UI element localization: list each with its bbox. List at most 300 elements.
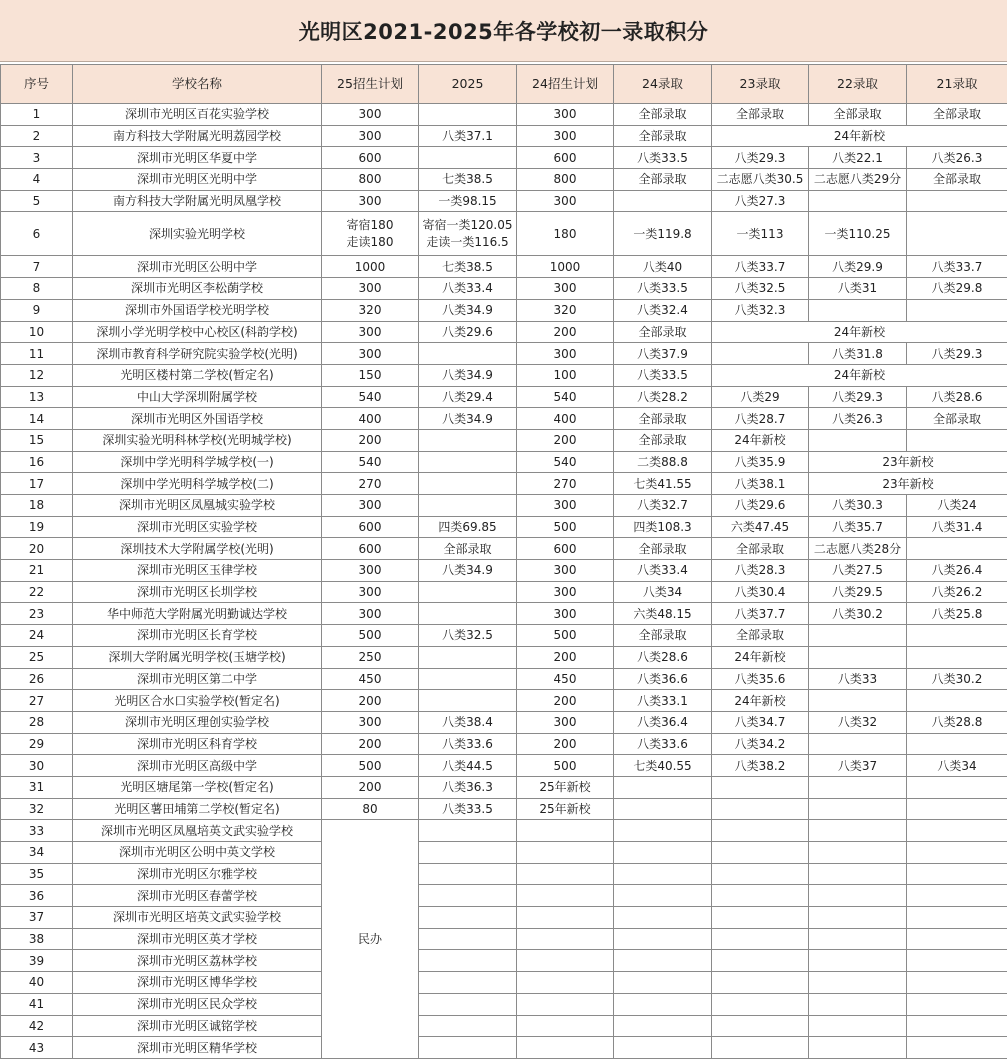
plan24: 400 xyxy=(517,408,614,430)
table-row xyxy=(1,625,1007,647)
score-21 xyxy=(907,212,1007,256)
plan25: 540 xyxy=(322,386,419,408)
school-name: 深圳市光明区公明中英文学校 xyxy=(73,842,322,864)
school-name: 深圳市光明区百花实验学校 xyxy=(73,104,322,126)
score-23: 八类32.3 xyxy=(712,299,809,321)
empty-cell xyxy=(809,928,907,950)
table-row xyxy=(1,798,1007,820)
merged-new-school: 23年新校 xyxy=(809,473,1007,495)
table-row xyxy=(1,711,1007,733)
plan25: 200 xyxy=(322,690,419,712)
table-row xyxy=(1,190,1007,212)
empty-cell xyxy=(419,1037,517,1059)
empty-cell xyxy=(907,885,1007,907)
score-2025 xyxy=(419,429,517,451)
plan25: 300 xyxy=(322,560,419,582)
plan25-day: 走读180 xyxy=(346,234,394,249)
plan25: 320 xyxy=(322,299,419,321)
plan24: 300 xyxy=(517,495,614,517)
score-21 xyxy=(907,429,1007,451)
score-22: 八类31 xyxy=(809,278,907,300)
empty-cell xyxy=(614,820,712,842)
empty-cell xyxy=(517,1037,614,1059)
score-23: 八类33.7 xyxy=(712,256,809,278)
empty-cell xyxy=(712,885,809,907)
plan25: 300 xyxy=(322,711,419,733)
score-21: 八类30.2 xyxy=(907,668,1007,690)
plan25: 80 xyxy=(322,798,419,820)
table-row xyxy=(1,169,1007,191)
plan25: 1000 xyxy=(322,256,419,278)
empty-cell xyxy=(809,950,907,972)
merged-new-school: 24年新校 xyxy=(712,125,1007,147)
score-22: 二志愿八类29分 xyxy=(809,169,907,191)
score-2025: 八类34.9 xyxy=(419,560,517,582)
table-row xyxy=(1,755,1007,777)
table-row xyxy=(1,343,1007,365)
plan24: 300 xyxy=(517,104,614,126)
score-2025 xyxy=(419,473,517,495)
table-row xyxy=(1,516,1007,538)
score-21: 八类25.8 xyxy=(907,603,1007,625)
plan25: 150 xyxy=(322,364,419,386)
empty-cell xyxy=(517,863,614,885)
plan24: 500 xyxy=(517,516,614,538)
score-2025 xyxy=(419,343,517,365)
score-24: 八类40 xyxy=(614,256,712,278)
row-number: 6 xyxy=(1,212,73,256)
score-22: 八类30.3 xyxy=(809,495,907,517)
school-name: 深圳市教育科学研究院实验学校(光明) xyxy=(73,343,322,365)
table-row xyxy=(1,950,1007,972)
plan24: 320 xyxy=(517,299,614,321)
plan24: 180 xyxy=(517,212,614,256)
score-2025: 八类37.1 xyxy=(419,125,517,147)
school-name: 光明区薯田埔第二学校(暂定名) xyxy=(73,798,322,820)
score-24: 一类119.8 xyxy=(614,212,712,256)
empty-cell xyxy=(419,842,517,864)
row-number: 25 xyxy=(1,646,73,668)
table-row xyxy=(1,256,1007,278)
empty-cell xyxy=(517,928,614,950)
score-22 xyxy=(809,733,907,755)
empty-cell xyxy=(614,863,712,885)
score-2025 xyxy=(419,451,517,473)
score-24 xyxy=(614,798,712,820)
table-row xyxy=(1,863,1007,885)
row-number: 17 xyxy=(1,473,73,495)
score-23: 24年新校 xyxy=(712,690,809,712)
row-number: 23 xyxy=(1,603,73,625)
score-21: 八类34 xyxy=(907,755,1007,777)
score-2025: 八类29.6 xyxy=(419,321,517,343)
score-2025 xyxy=(419,690,517,712)
row-number: 10 xyxy=(1,321,73,343)
score-24: 八类28.2 xyxy=(614,386,712,408)
school-name: 深圳市光明区凤凰城实验学校 xyxy=(73,495,322,517)
score-24: 八类28.6 xyxy=(614,646,712,668)
empty-cell xyxy=(907,1015,1007,1037)
plan24: 450 xyxy=(517,668,614,690)
score-24: 六类48.15 xyxy=(614,603,712,625)
score-23 xyxy=(712,798,809,820)
score-21: 全部录取 xyxy=(907,169,1007,191)
row-number: 5 xyxy=(1,190,73,212)
empty-cell xyxy=(907,928,1007,950)
score-2025: 八类33.6 xyxy=(419,733,517,755)
table-row xyxy=(1,776,1007,798)
school-name: 光明区合水口实验学校(暂定名) xyxy=(73,690,322,712)
score-24: 八类33.5 xyxy=(614,364,712,386)
score-22: 八类22.1 xyxy=(809,147,907,169)
table-row xyxy=(1,451,1007,473)
plan24: 25年新校 xyxy=(517,798,614,820)
score-21: 八类31.4 xyxy=(907,516,1007,538)
school-name: 深圳市光明区尔雅学校 xyxy=(73,863,322,885)
empty-cell xyxy=(809,885,907,907)
score2025-cell xyxy=(419,212,517,256)
table-row xyxy=(1,125,1007,147)
score-22: 八类35.7 xyxy=(809,516,907,538)
row-number: 11 xyxy=(1,343,73,365)
merged-new-school: 23年新校 xyxy=(809,451,1007,473)
score-21 xyxy=(907,646,1007,668)
plan24: 540 xyxy=(517,386,614,408)
score-21 xyxy=(907,538,1007,560)
header-row xyxy=(1,65,1007,104)
row-number: 24 xyxy=(1,625,73,647)
header-23: 23录取 xyxy=(712,65,809,104)
header-no: 序号 xyxy=(1,65,73,104)
score-22: 八类31.8 xyxy=(809,343,907,365)
empty-cell xyxy=(712,928,809,950)
school-name: 深圳市光明区精华学校 xyxy=(73,1037,322,1059)
score-24: 八类34 xyxy=(614,581,712,603)
plan25-boarding: 寄宿180 xyxy=(346,217,394,232)
merged-new-school: 24年新校 xyxy=(712,321,1007,343)
plan24: 540 xyxy=(517,451,614,473)
school-name: 深圳大学附属光明学校(玉塘学校) xyxy=(73,646,322,668)
table-row xyxy=(1,429,1007,451)
score-21: 八类28.8 xyxy=(907,711,1007,733)
score-2025 xyxy=(419,147,517,169)
plan25: 300 xyxy=(322,343,419,365)
header-24: 24录取 xyxy=(614,65,712,104)
school-name: 深圳市光明区英才学校 xyxy=(73,928,322,950)
score-23: 二志愿八类30.5 xyxy=(712,169,809,191)
plan24: 25年新校 xyxy=(517,776,614,798)
table-row xyxy=(1,321,1007,343)
plan24: 300 xyxy=(517,560,614,582)
plan24: 500 xyxy=(517,625,614,647)
empty-cell xyxy=(809,1015,907,1037)
school-name: 深圳市光明区培英文武实验学校 xyxy=(73,907,322,929)
score-22: 八类29.3 xyxy=(809,386,907,408)
score-24: 全部录取 xyxy=(614,429,712,451)
empty-cell xyxy=(614,842,712,864)
row-number: 7 xyxy=(1,256,73,278)
empty-cell xyxy=(809,1037,907,1059)
row-number: 16 xyxy=(1,451,73,473)
row-number: 20 xyxy=(1,538,73,560)
school-name: 深圳市光明区民众学校 xyxy=(73,993,322,1015)
row-number: 13 xyxy=(1,386,73,408)
page-title: 光明区2021-2025年各学校初一录取积分 xyxy=(298,19,709,44)
school-name: 深圳市光明区玉律学校 xyxy=(73,560,322,582)
empty-cell xyxy=(614,972,712,994)
plan24: 200 xyxy=(517,429,614,451)
school-name: 深圳实验光明学校 xyxy=(73,212,322,256)
empty-cell xyxy=(907,842,1007,864)
row-number: 39 xyxy=(1,950,73,972)
score-23 xyxy=(712,776,809,798)
plan25: 600 xyxy=(322,516,419,538)
table-row xyxy=(1,386,1007,408)
score-21 xyxy=(907,776,1007,798)
score-24: 七类40.55 xyxy=(614,755,712,777)
score-24: 八类33.5 xyxy=(614,278,712,300)
score-24: 八类37.9 xyxy=(614,343,712,365)
table-row xyxy=(1,104,1007,126)
empty-cell xyxy=(809,972,907,994)
score-23: 一类113 xyxy=(712,212,809,256)
empty-cell xyxy=(614,907,712,929)
empty-cell xyxy=(712,950,809,972)
score-2025: 八类29.4 xyxy=(419,386,517,408)
score-24: 全部录取 xyxy=(614,125,712,147)
score-22 xyxy=(809,776,907,798)
row-number: 3 xyxy=(1,147,73,169)
table-row xyxy=(1,1037,1007,1059)
header-2025: 2025 xyxy=(419,65,517,104)
score-23: 全部录取 xyxy=(712,104,809,126)
table-row xyxy=(1,972,1007,994)
score-2025: 八类34.9 xyxy=(419,299,517,321)
score-23: 八类34.7 xyxy=(712,711,809,733)
score-24: 全部录取 xyxy=(614,169,712,191)
score-24: 八类33.1 xyxy=(614,690,712,712)
row-number: 18 xyxy=(1,495,73,517)
score-23: 八类28.7 xyxy=(712,408,809,430)
score-23 xyxy=(712,343,809,365)
empty-cell xyxy=(712,993,809,1015)
plan24: 300 xyxy=(517,125,614,147)
score-24: 四类108.3 xyxy=(614,516,712,538)
score-23: 八类37.7 xyxy=(712,603,809,625)
header-plan25: 25招生计划 xyxy=(322,65,419,104)
row-number: 21 xyxy=(1,560,73,582)
score-2025 xyxy=(419,646,517,668)
row-number: 37 xyxy=(1,907,73,929)
score-23: 八类28.3 xyxy=(712,560,809,582)
plan25: 400 xyxy=(322,408,419,430)
score-24: 全部录取 xyxy=(614,104,712,126)
school-name: 深圳市光明区荔林学校 xyxy=(73,950,322,972)
empty-cell xyxy=(712,863,809,885)
plan25: 300 xyxy=(322,190,419,212)
score-2025: 八类34.9 xyxy=(419,364,517,386)
score-2025: 八类33.4 xyxy=(419,278,517,300)
row-number: 12 xyxy=(1,364,73,386)
score2025-day: 走读一类116.5 xyxy=(426,234,509,249)
score-24: 二类88.8 xyxy=(614,451,712,473)
score-22 xyxy=(809,798,907,820)
row-number: 32 xyxy=(1,798,73,820)
score-24: 八类33.4 xyxy=(614,560,712,582)
plan24: 200 xyxy=(517,321,614,343)
row-number: 40 xyxy=(1,972,73,994)
plan25: 300 xyxy=(322,278,419,300)
empty-cell xyxy=(809,863,907,885)
school-name: 南方科技大学附属光明荔园学校 xyxy=(73,125,322,147)
plan24: 500 xyxy=(517,755,614,777)
empty-cell xyxy=(419,972,517,994)
table-row xyxy=(1,212,1007,256)
empty-cell xyxy=(809,993,907,1015)
row-number: 1 xyxy=(1,104,73,126)
score-22: 八类29.5 xyxy=(809,581,907,603)
score-23: 24年新校 xyxy=(712,646,809,668)
score-22: 八类32 xyxy=(809,711,907,733)
score-2025: 一类98.15 xyxy=(419,190,517,212)
score-23: 八类29.6 xyxy=(712,495,809,517)
score-2025: 八类44.5 xyxy=(419,755,517,777)
table-row xyxy=(1,733,1007,755)
score-22: 八类27.5 xyxy=(809,560,907,582)
score-21 xyxy=(907,733,1007,755)
row-number: 38 xyxy=(1,928,73,950)
row-number: 27 xyxy=(1,690,73,712)
score-21: 全部录取 xyxy=(907,408,1007,430)
school-name: 深圳市光明区长育学校 xyxy=(73,625,322,647)
score2025-boarding: 寄宿一类120.05 xyxy=(422,217,513,232)
score-21: 八类28.6 xyxy=(907,386,1007,408)
empty-cell xyxy=(712,820,809,842)
plan25: 540 xyxy=(322,451,419,473)
empty-cell xyxy=(712,842,809,864)
empty-cell xyxy=(712,972,809,994)
row-number: 2 xyxy=(1,125,73,147)
empty-cell xyxy=(419,907,517,929)
table-row xyxy=(1,603,1007,625)
table-row xyxy=(1,842,1007,864)
empty-cell xyxy=(517,993,614,1015)
score-21: 八类29.3 xyxy=(907,343,1007,365)
score-2025: 八类36.3 xyxy=(419,776,517,798)
table-row xyxy=(1,928,1007,950)
merged-new-school: 24年新校 xyxy=(712,364,1007,386)
plan24: 800 xyxy=(517,169,614,191)
score-22: 二志愿八类28分 xyxy=(809,538,907,560)
plan25: 270 xyxy=(322,473,419,495)
plan24: 1000 xyxy=(517,256,614,278)
row-number: 30 xyxy=(1,755,73,777)
row-number: 28 xyxy=(1,711,73,733)
row-number: 42 xyxy=(1,1015,73,1037)
school-name: 南方科技大学附属光明凤凰学校 xyxy=(73,190,322,212)
plan24: 300 xyxy=(517,343,614,365)
score-2025 xyxy=(419,104,517,126)
table-row xyxy=(1,473,1007,495)
empty-cell xyxy=(809,842,907,864)
table-row xyxy=(1,364,1007,386)
plan25: 500 xyxy=(322,755,419,777)
score-2025 xyxy=(419,603,517,625)
score-23: 八类38.1 xyxy=(712,473,809,495)
plan25: 300 xyxy=(322,581,419,603)
score-23: 八类27.3 xyxy=(712,190,809,212)
score-21: 全部录取 xyxy=(907,104,1007,126)
school-name: 深圳技术大学附属学校(光明) xyxy=(73,538,322,560)
table-row xyxy=(1,408,1007,430)
school-name: 深圳市光明区理创实验学校 xyxy=(73,711,322,733)
score-22: 一类110.25 xyxy=(809,212,907,256)
row-number: 41 xyxy=(1,993,73,1015)
plan24: 200 xyxy=(517,690,614,712)
plan24: 600 xyxy=(517,147,614,169)
plan24: 300 xyxy=(517,190,614,212)
empty-cell xyxy=(712,907,809,929)
score-24: 八类36.6 xyxy=(614,668,712,690)
plan25: 200 xyxy=(322,733,419,755)
score-21 xyxy=(907,190,1007,212)
score-21 xyxy=(907,625,1007,647)
empty-cell xyxy=(614,885,712,907)
school-name: 深圳市光明区实验学校 xyxy=(73,516,322,538)
score-22 xyxy=(809,646,907,668)
row-number: 33 xyxy=(1,820,73,842)
score-24: 全部录取 xyxy=(614,625,712,647)
school-name: 深圳市光明区博华学校 xyxy=(73,972,322,994)
score-2025: 七类38.5 xyxy=(419,256,517,278)
empty-cell xyxy=(419,885,517,907)
row-number: 14 xyxy=(1,408,73,430)
score-21: 八类29.8 xyxy=(907,278,1007,300)
score-23: 八类30.4 xyxy=(712,581,809,603)
score-2025 xyxy=(419,495,517,517)
score-2025: 八类32.5 xyxy=(419,625,517,647)
score-21 xyxy=(907,690,1007,712)
empty-cell xyxy=(517,972,614,994)
score-22 xyxy=(809,299,907,321)
score-22: 八类30.2 xyxy=(809,603,907,625)
plan25-cell xyxy=(322,212,419,256)
score-21 xyxy=(907,798,1007,820)
score-24: 七类41.55 xyxy=(614,473,712,495)
score-22 xyxy=(809,429,907,451)
score-22: 全部录取 xyxy=(809,104,907,126)
empty-cell xyxy=(419,1015,517,1037)
table-row xyxy=(1,278,1007,300)
school-name: 深圳市光明区第二中学 xyxy=(73,668,322,690)
empty-cell xyxy=(517,950,614,972)
plan24: 300 xyxy=(517,711,614,733)
score-2025: 七类38.5 xyxy=(419,169,517,191)
score-21: 八类26.2 xyxy=(907,581,1007,603)
empty-cell xyxy=(517,907,614,929)
empty-cell xyxy=(712,1015,809,1037)
table-row xyxy=(1,560,1007,582)
row-number: 9 xyxy=(1,299,73,321)
school-name: 深圳市光明区长圳学校 xyxy=(73,581,322,603)
school-name: 深圳市光明区公明中学 xyxy=(73,256,322,278)
empty-cell xyxy=(419,928,517,950)
plan24: 200 xyxy=(517,646,614,668)
row-number: 15 xyxy=(1,429,73,451)
empty-cell xyxy=(419,863,517,885)
score-24: 全部录取 xyxy=(614,321,712,343)
table-row xyxy=(1,885,1007,907)
